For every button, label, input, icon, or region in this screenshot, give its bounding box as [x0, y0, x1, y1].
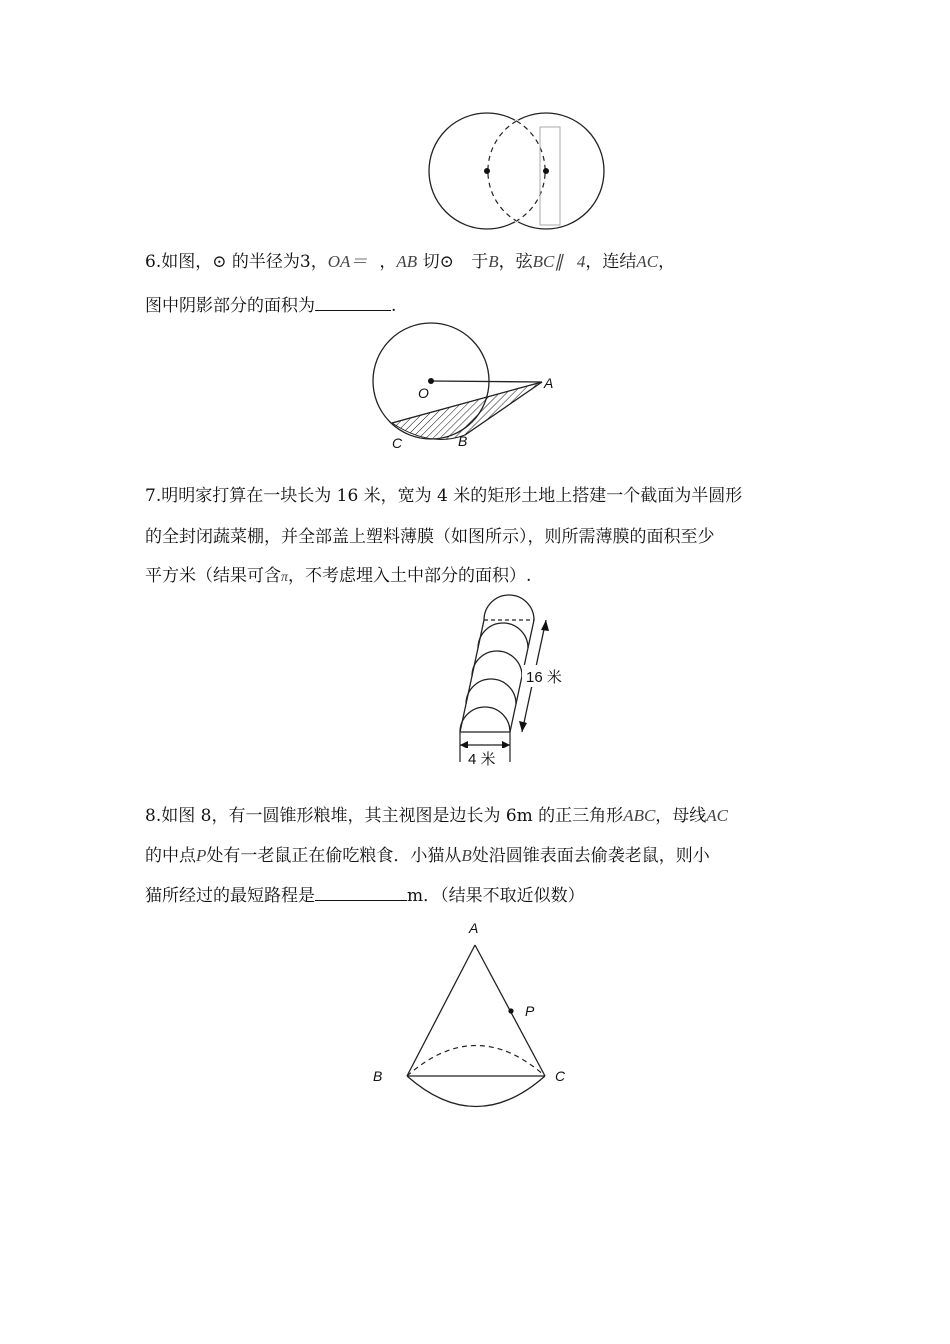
slant-ab [407, 945, 475, 1076]
label-b: B [458, 433, 468, 449]
q6-text: ， [379, 252, 397, 272]
top-arc [484, 595, 534, 620]
q6-text: 切 [417, 252, 440, 272]
arc-3 [466, 679, 516, 704]
segment-oa [431, 381, 542, 382]
q8-text: 处有一老鼠正在偷吃粮食．小猫从 [206, 846, 462, 866]
label-c: C [555, 1068, 566, 1084]
q8-line3 [145, 878, 815, 914]
q8-text: 处沿圆锥表面去偷袭老鼠，则小 [471, 846, 710, 866]
p-label: P [196, 846, 207, 865]
arc-2 [472, 651, 522, 676]
bc-label: BC [532, 252, 555, 271]
q7-line1 [145, 478, 815, 514]
center-dot-left [484, 168, 490, 174]
length-label: 16 米 [526, 669, 562, 686]
q7-line2 [145, 519, 815, 555]
ac-label: AC [636, 252, 659, 271]
gray-rectangle [540, 127, 560, 225]
dashed-arc [488, 121, 517, 221]
q6-end: . [391, 296, 397, 316]
parallel-symbol: ∥ [554, 252, 563, 271]
four-label: 4 [576, 252, 586, 271]
q6-text: ，弦 [498, 252, 533, 272]
q8-text: m．（结果不取近似数） [407, 886, 585, 906]
q6-text: 于 [465, 252, 489, 272]
center-o-dot [428, 378, 434, 384]
label-p: P [525, 1003, 535, 1019]
q6-prefix: 6.如图， [145, 252, 213, 272]
q8-line2 [145, 838, 815, 874]
circle-symbol: ⊙ [212, 252, 227, 272]
q6-line2 [145, 288, 815, 324]
label-b: B [373, 1068, 383, 1084]
base-front-arc [407, 1076, 545, 1107]
q8-text: 8.如图 8，有一圆锥形粮堆，其主视图是边长为 6m 的正三角形 [145, 806, 624, 826]
answer-blank[interactable] [315, 294, 391, 311]
label-o: O [418, 385, 429, 401]
center-dot-right [543, 168, 549, 174]
dashed-arc-right-dash [517, 121, 546, 221]
q7-text: 平方米（结果可含 [145, 566, 281, 586]
q8-text: 的中点 [145, 846, 196, 866]
greenhouse-figure [450, 590, 580, 772]
width-arrow-left [460, 741, 468, 749]
b-label: B [461, 846, 472, 865]
figure-6 [360, 320, 590, 455]
dashed-arc-right [517, 121, 546, 221]
b-label: B [488, 252, 499, 271]
pi-symbol: π [281, 570, 289, 585]
q6-text: ，连结 [585, 252, 637, 272]
q7-text: ，不考虑埋入土中部分的面积）. [288, 566, 532, 586]
label-a: A [469, 920, 479, 936]
q8-text: 猫所经过的最短路程是 [145, 886, 315, 906]
width-arrow-right [502, 741, 510, 749]
abc-label: ABC [623, 806, 656, 825]
width-label: 4 米 [468, 751, 496, 768]
arc-4 [460, 707, 510, 732]
circle-symbol: ⊙ [439, 252, 454, 272]
dashed-arc-left [488, 121, 517, 221]
q7-text: 7.明明家打算在一块长为 16 米，宽为 4 米的矩形土地上搭建一个截面为半圆形 [145, 486, 743, 506]
arc-1 [478, 623, 528, 648]
two-circles-figure [420, 105, 620, 235]
base-back-arc [407, 1046, 545, 1077]
shaded-region [392, 382, 542, 439]
q7-text: 的全封闭蔬菜棚，并全部盖上塑料薄膜（如图所示），则所需薄膜的面积至少 [145, 527, 715, 547]
q6-line1 [145, 244, 815, 280]
cone-figure [365, 915, 580, 1115]
ac-label: AC [706, 806, 729, 825]
q8-text: ，母线 [655, 806, 707, 826]
ab-label: AB [396, 252, 418, 271]
q6-line2-text: 图中阴影部分的面积为 [145, 296, 315, 316]
point-p [508, 1008, 513, 1013]
oa-equals: OA＝ [327, 252, 368, 271]
q6-text: ， [658, 252, 676, 272]
q6-text: 的半径为3， [226, 252, 328, 272]
label-c: C [392, 435, 403, 451]
answer-blank[interactable] [315, 884, 407, 901]
q8-line1 [145, 798, 815, 834]
label-a: A [544, 375, 554, 391]
